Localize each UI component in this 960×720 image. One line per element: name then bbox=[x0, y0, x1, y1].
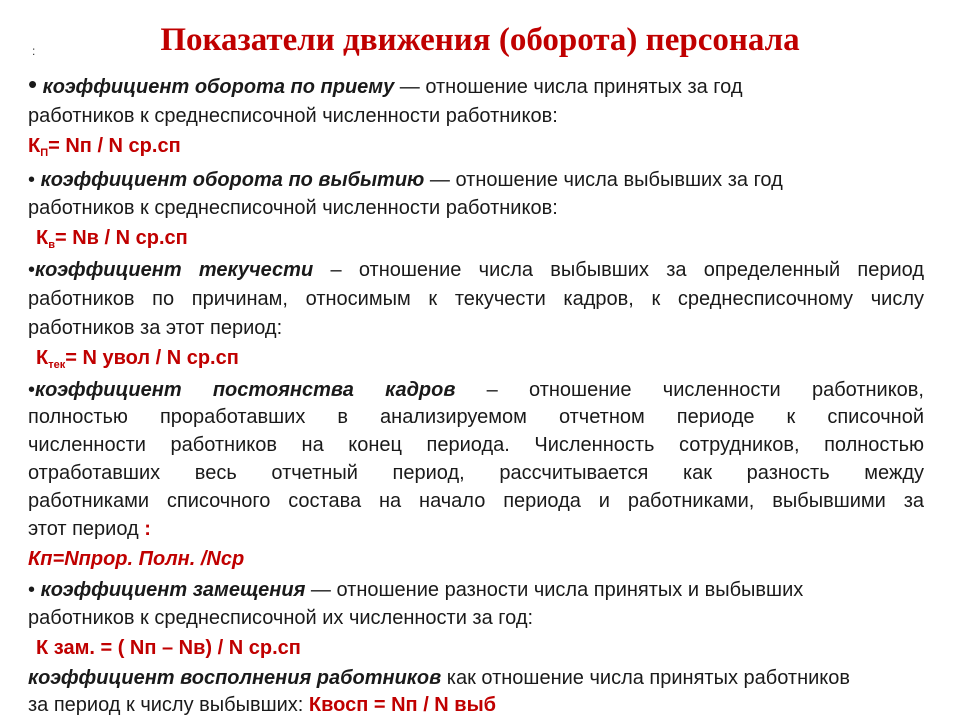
constancy-desc-2: полностью проработавших в анализируемом отчетном периоде к списочной bbox=[28, 406, 924, 428]
replenish-formula: Квосп = Nп / N выб bbox=[308, 694, 497, 716]
leave-desc-1: — отношение числа выбывших за год bbox=[424, 169, 783, 191]
colon-mark: : bbox=[32, 44, 36, 58]
constancy-term: коэффициент постоянства кадров bbox=[35, 379, 456, 401]
turnover-desc-3: работников за этот период: bbox=[28, 317, 283, 339]
leave-term: коэффициент оборота по выбытию bbox=[40, 169, 425, 191]
turnover-desc-2: работников по причинам, относимым к текучести кадров, к среднесписочному числу bbox=[28, 288, 924, 310]
constancy-desc-6 bbox=[28, 517, 151, 541]
hire-line-1 bbox=[28, 69, 743, 99]
formula-k: К bbox=[36, 347, 49, 369]
replenish-line-2 bbox=[28, 693, 496, 717]
constancy-formula: Кп=Nпрор. Полн. /Nср bbox=[28, 548, 245, 570]
replenish-term: коэффициент восполнения работников bbox=[28, 667, 442, 689]
formula-rest: = Nп / N ср.сп bbox=[48, 135, 181, 157]
constancy-desc-6-text: этот период bbox=[28, 518, 145, 540]
constancy-colon: : bbox=[144, 518, 151, 540]
slide-title: Показатели движения (оборота) персонала bbox=[160, 22, 800, 58]
replenish-desc-1: как отношение числа принятых работников bbox=[441, 667, 851, 689]
bullet: • bbox=[28, 69, 38, 99]
constancy-desc-5: работниками списочного состава на начало периода и работниками, выбывшими за bbox=[28, 490, 924, 512]
turnover-desc-1: – отношение числа выбывших за определенный период bbox=[313, 259, 924, 281]
formula-k: К bbox=[36, 227, 49, 249]
constancy-desc-1: – отношение численности работников, bbox=[455, 379, 924, 401]
formula-rest: = Nв / N ср.сп bbox=[54, 227, 188, 249]
replenish-line-1 bbox=[28, 666, 850, 690]
replacement-desc-2: работников к среднесписочной их численности за год: bbox=[28, 607, 534, 629]
leave-line-1 bbox=[28, 168, 783, 192]
bullet: • bbox=[28, 169, 36, 191]
formula-sub: в bbox=[48, 239, 55, 251]
hire-formula bbox=[28, 134, 181, 165]
turnover-formula bbox=[36, 346, 239, 377]
turnover-term: коэффициент текучести bbox=[35, 259, 314, 281]
turnover-line-1 bbox=[28, 258, 924, 282]
formula-rest: = N увол / N ср.сп bbox=[65, 347, 239, 369]
constancy-line-1 bbox=[28, 378, 924, 402]
bullet: • bbox=[28, 259, 36, 281]
formula-k: К bbox=[28, 135, 41, 157]
constancy-desc-3: численности работников на конец периода. Численность сотрудников, полностью bbox=[28, 434, 924, 456]
leave-desc-2: работников к среднесписочной численности работников: bbox=[28, 197, 558, 219]
hire-desc-1: — отношение числа принятых за год bbox=[394, 76, 743, 98]
constancy-desc-4: отработавших весь отчетный период, рассчитывается как разность между bbox=[28, 462, 924, 484]
hire-desc-2: работников к среднесписочной численности работников: bbox=[28, 105, 558, 127]
hire-term: коэффициент оборота по приему bbox=[42, 76, 395, 98]
replacement-term: коэффициент замещения bbox=[40, 579, 306, 601]
formula-sub: тек bbox=[48, 359, 66, 371]
replacement-line-1 bbox=[28, 578, 803, 602]
replenish-desc-2: за период к числу выбывших: bbox=[28, 694, 309, 716]
bullet: • bbox=[28, 379, 36, 401]
formula-sub: П bbox=[40, 147, 49, 159]
replacement-desc-1: — отношение разности числа принятых и выбывших bbox=[305, 579, 804, 601]
bullet: • bbox=[28, 579, 36, 601]
replacement-formula: К зам. = ( Nп – Nв) / N ср.сп bbox=[36, 637, 301, 659]
leave-formula bbox=[36, 226, 188, 257]
